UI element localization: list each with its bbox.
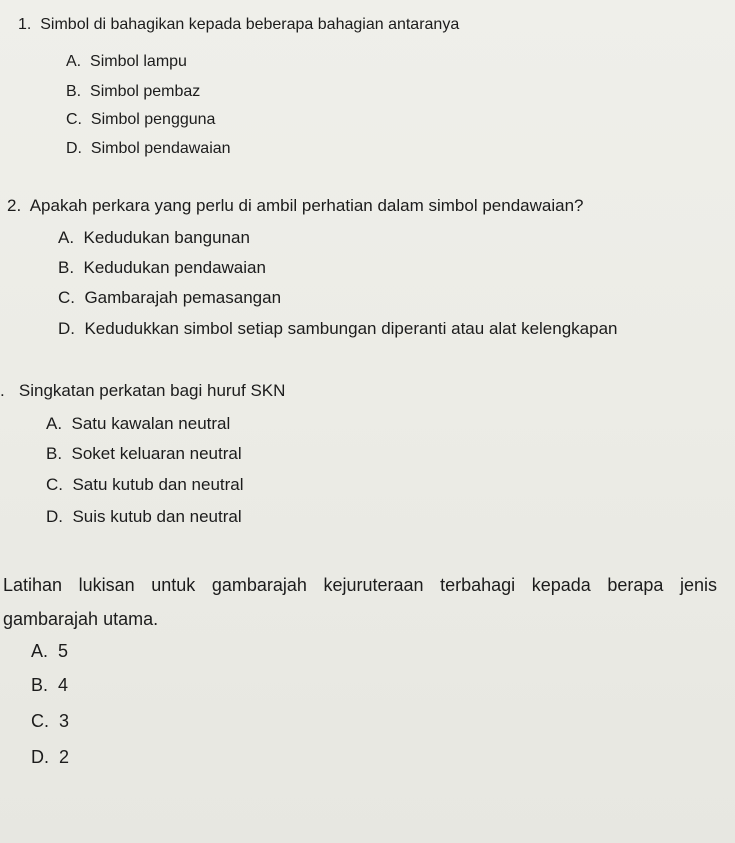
option-b xyxy=(66,84,200,100)
option-b xyxy=(31,676,68,694)
option-text: Simbol pengguna xyxy=(90,111,216,128)
option-a xyxy=(58,229,250,246)
option-d xyxy=(31,748,69,766)
option-text: 5 xyxy=(58,641,69,661)
option-text: 3 xyxy=(59,711,70,731)
option-letter: D. xyxy=(66,140,82,157)
option-c xyxy=(46,476,244,493)
option-text: Simbol pembaz xyxy=(90,83,201,100)
option-c xyxy=(58,289,281,306)
question-2 xyxy=(7,197,584,214)
option-letter: B. xyxy=(58,258,75,277)
option-text: Simbol lampu xyxy=(90,53,187,70)
question-text: Simbol di bahagikan kepada beberapa bahagian antaranya xyxy=(40,16,460,33)
option-d xyxy=(66,141,231,157)
option-letter: B. xyxy=(46,444,63,463)
option-text: 4 xyxy=(58,675,69,695)
option-letter: A. xyxy=(58,228,75,247)
option-d xyxy=(58,320,618,337)
option-a xyxy=(46,415,230,432)
option-letter: B. xyxy=(66,83,82,100)
question-4-line-1: Latihan lukisan untuk gambarajah kejuruteraan terbahagi kepada berapa jenis xyxy=(3,575,717,595)
option-text: Simbol pendawaian xyxy=(90,140,231,157)
question-3 xyxy=(0,382,285,399)
question-number: 2. xyxy=(7,196,22,215)
question-4-line-2: gambarajah utama. xyxy=(3,609,159,629)
option-text: Kedudukan pendawaian xyxy=(83,258,266,277)
question-number: . xyxy=(0,381,5,400)
option-text: 2 xyxy=(59,747,70,767)
option-letter: D. xyxy=(58,319,75,338)
question-text: Singkatan perkatan bagi huruf SKN xyxy=(18,381,286,400)
option-text: Suis kutub dan neutral xyxy=(72,507,242,526)
question-number: 1. xyxy=(18,16,32,33)
option-c xyxy=(31,712,69,730)
option-letter: D. xyxy=(31,747,49,767)
option-text: Kedudukan bangunan xyxy=(83,228,250,247)
option-text: Soket keluaran neutral xyxy=(71,444,242,463)
option-letter: A. xyxy=(66,53,82,70)
option-text: Kedudukkan simbol setiap sambungan diperanti atau alat kelengkapan xyxy=(84,319,618,338)
option-letter: A. xyxy=(46,414,63,433)
option-a xyxy=(31,642,68,660)
question-text: Apakah perkara yang perlu di ambil perhatian dalam simbol pendawaian? xyxy=(29,196,584,215)
option-letter: C. xyxy=(46,475,63,494)
option-letter: C. xyxy=(66,111,82,128)
option-letter: C. xyxy=(58,288,75,307)
option-letter: C. xyxy=(31,711,49,731)
option-c xyxy=(66,112,215,128)
question-1 xyxy=(18,17,459,33)
option-text: Gambarajah pemasangan xyxy=(84,288,282,307)
option-b xyxy=(46,445,242,462)
option-letter: A. xyxy=(31,641,49,661)
option-letter: B. xyxy=(31,675,49,695)
option-b xyxy=(58,259,266,276)
option-d xyxy=(46,508,242,525)
option-letter: D. xyxy=(46,507,63,526)
option-text: Satu kutub dan neutral xyxy=(72,475,244,494)
option-a xyxy=(66,54,187,70)
option-text: Satu kawalan neutral xyxy=(71,414,231,433)
